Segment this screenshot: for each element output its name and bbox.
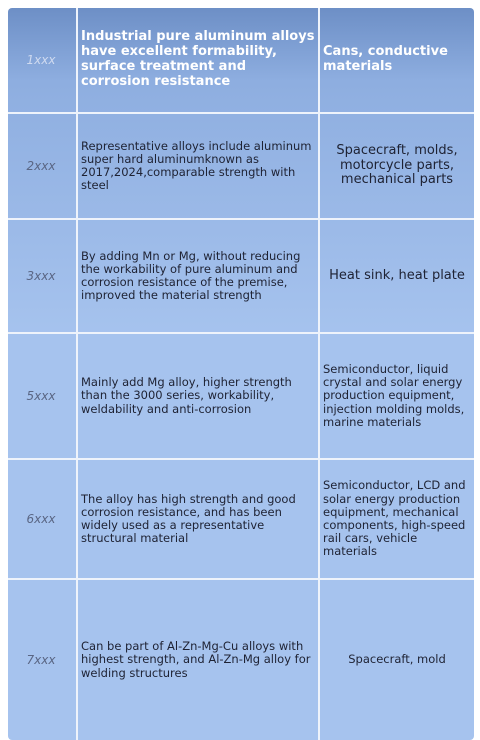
series-description: Representative alloys include aluminum super hard aluminumknown as 2017,2024,comparable strength with steel [76, 114, 318, 218]
table-row [8, 220, 474, 334]
series-applications: Spacecraft, molds, motorcycle parts, mechanical parts [318, 114, 474, 218]
series-description: Mainly add Mg alloy, higher strength than the 3000 series, workability, weldability and anti-corrosion [76, 334, 318, 458]
table-row [8, 8, 474, 114]
series-code: 2xxx [26, 159, 56, 173]
series-description: Can be part of Al-Zn-Mg-Cu alloys with highest strength, and Al-Zn-Mg alloy for welding structures [76, 580, 318, 740]
table-row [8, 580, 474, 740]
series-code: 7xxx [26, 653, 56, 667]
table-row [8, 334, 474, 460]
table-row [8, 114, 474, 220]
table-row [8, 460, 474, 580]
series-applications: Semiconductor, liquid crystal and solar energy production equipment, injection molding molds, marine materials [318, 334, 474, 458]
series-applications: Cans, conductive materials [318, 8, 474, 112]
series-applications: Semiconductor, LCD and solar energy production equipment, mechanical components, high-speed rail cars, vehicle materials [318, 460, 474, 578]
series-code: 6xxx [26, 512, 56, 526]
series-code: 3xxx [26, 269, 56, 283]
series-description: Industrial pure aluminum alloys have excellent formability, surface treatment and corrosion resistance [76, 8, 318, 112]
series-code: 1xxx [26, 53, 56, 67]
series-description: The alloy has high strength and good corrosion resistance, and has been widely used as a representative structural material [76, 460, 318, 578]
series-description: By adding Mn or Mg, without reducing the workability of pure aluminum and corrosion resistance of the premise, improved the material strength [76, 220, 318, 332]
alloy-series-table [8, 8, 474, 740]
series-applications: Spacecraft, mold [318, 580, 474, 740]
series-applications: Heat sink, heat plate [318, 220, 474, 332]
series-code: 5xxx [26, 389, 56, 403]
